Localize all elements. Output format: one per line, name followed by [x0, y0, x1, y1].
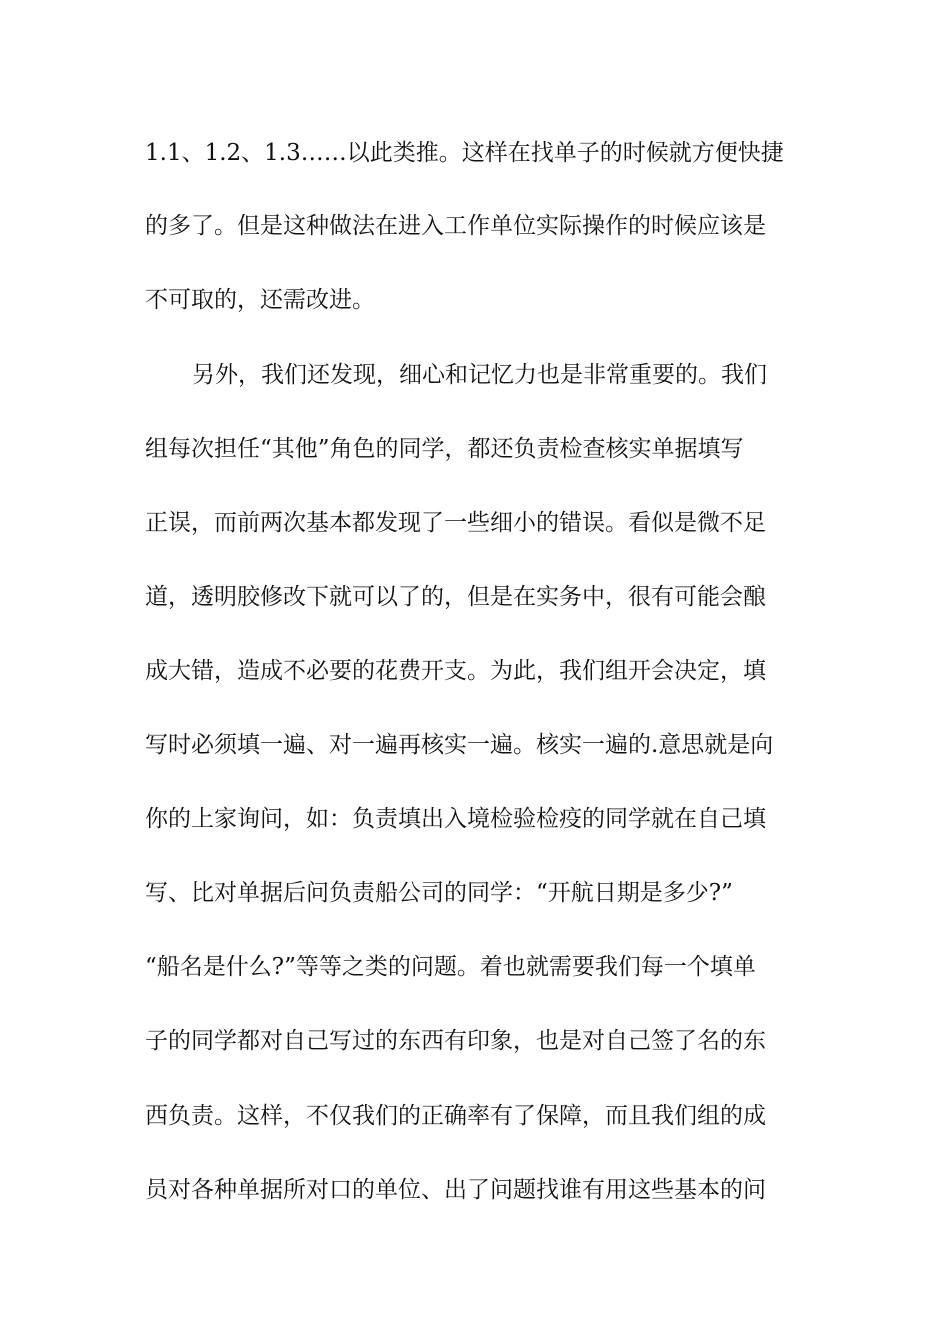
text-line: 正误，而前两次基本都发现了一些细小的错误。看似是微不足 [145, 510, 766, 536]
text-line: “船名是什么?”等等之类的问题。着也就需要我们每一个填单 [145, 954, 756, 980]
text-line: 的多了。但是这种做法在进入工作单位实际操作的时候应该是 [145, 213, 766, 239]
text-line: 写、比对单据后问负责船公司的同学：“开航日期是多少?” [145, 880, 733, 906]
text-line: 组每次担任“其他”角色的同学，都还负责检查核实单据填写 [145, 436, 744, 462]
text-line: 员对各种单据所对口的单位、出了问题找谁有用这些基本的问 [145, 1177, 766, 1203]
text-line: 成大错，造成不必要的花费开支。为此，我们组开会决定，填 [145, 658, 766, 684]
paragraph-start-line: 另外，我们还发现，细心和记忆力也是非常重要的。我们 [192, 362, 767, 388]
text-line: 你的上家询问，如：负责填出入境检验检疫的同学就在自己填 [145, 806, 766, 832]
text-line: 子的同学都对自己写过的东西有印象，也是对自己签了名的东 [145, 1028, 766, 1054]
text-line: 道，透明胶修改下就可以了的，但是在实务中，很有可能会酿 [145, 584, 766, 610]
text-line: 写时必须填一遍、对一遍再核实一遍。核实一遍的.意思就是向 [145, 732, 774, 758]
text-line: 西负责。这样，不仅我们的正确率有了保障，而且我们组的成 [145, 1103, 766, 1129]
text-line: 1.1、1.2、1.3……以此类推。这样在找单子的时候就方便快捷 [145, 140, 784, 166]
text-line: 不可取的，还需改进。 [145, 287, 375, 313]
